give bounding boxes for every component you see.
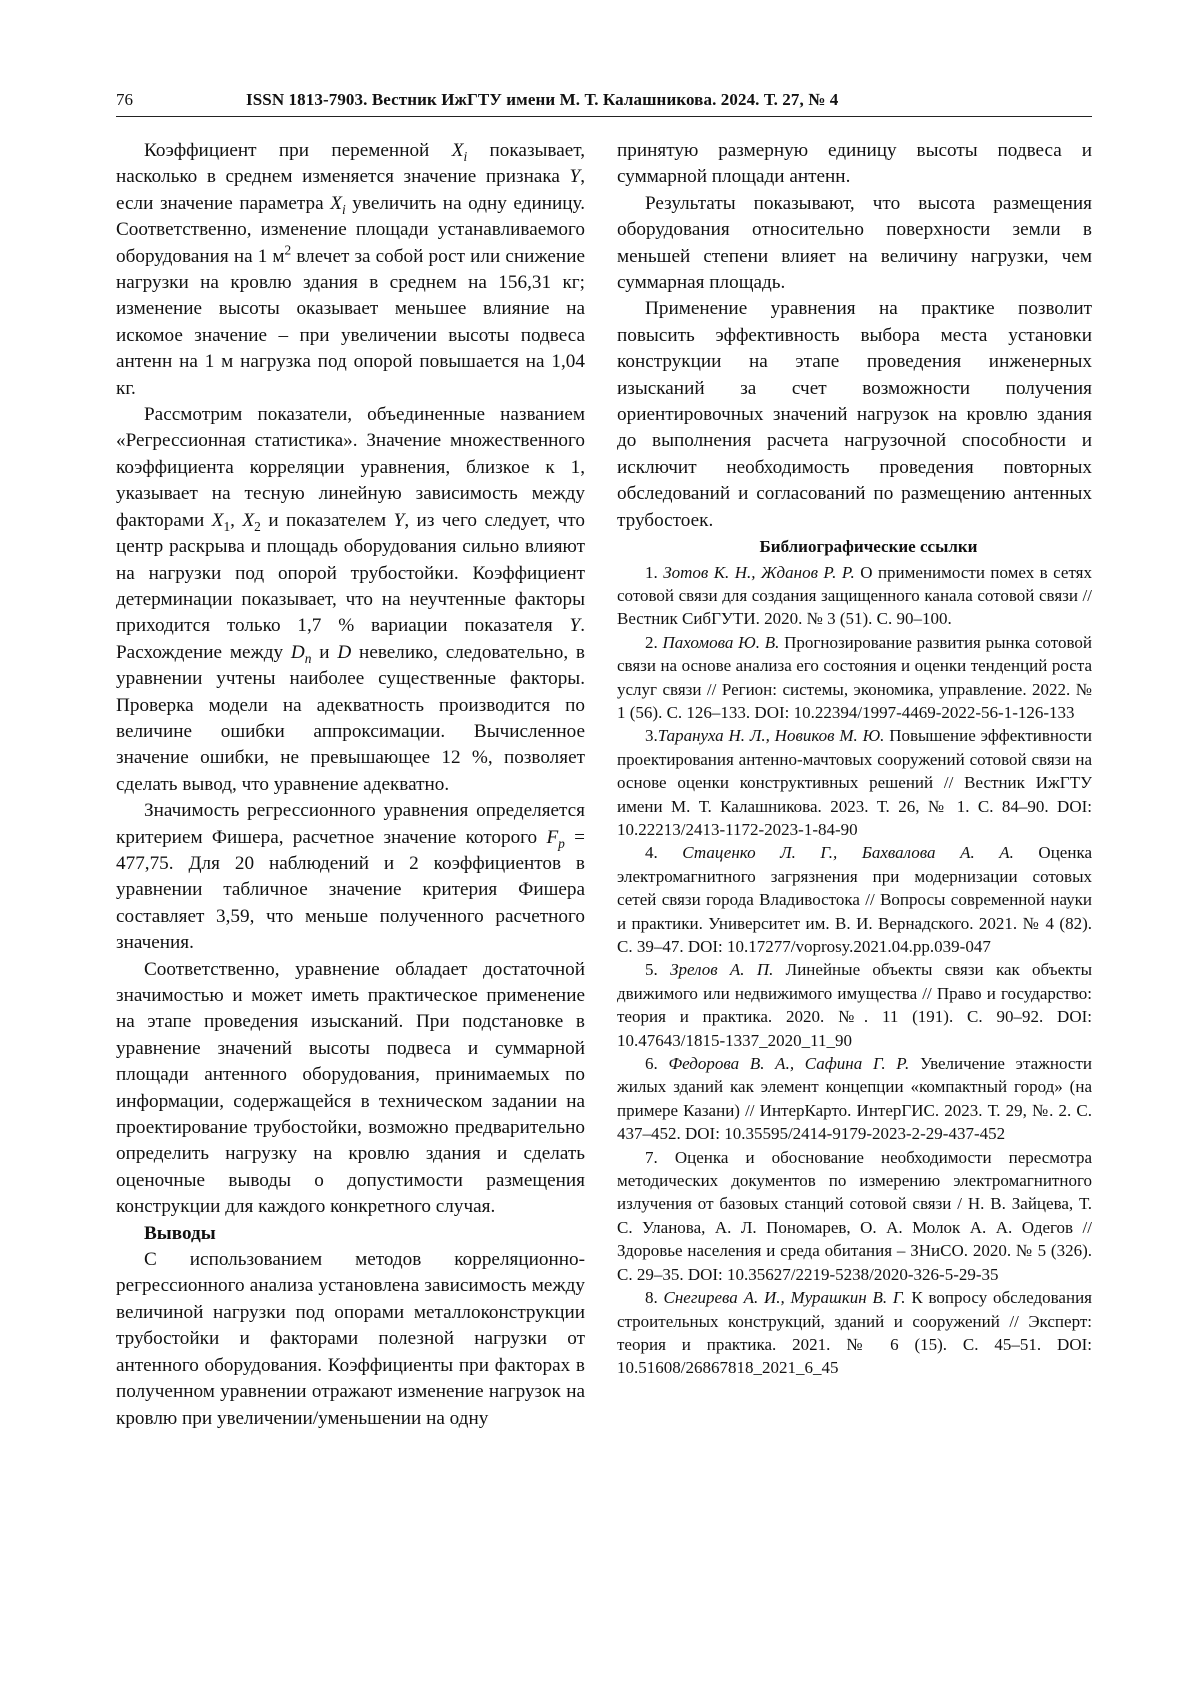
references-heading: Библиографические ссылки <box>759 537 978 557</box>
reference-item: 5. Зрелов А. П. Линейные объекты связи как объекты движимого или недвижимого имущества // Право и государство: теория и практика. 2020. №. 11 (191). С. 90–92. DOI: 10.47643/1815-1337_2020_11_90 <box>617 960 1093 1050</box>
paragraph-results: Результаты показывают, что высота размещения оборудования относительно поверхности земли в меньшей степени влияет на величину нагрузки, чем суммарная площадь. <box>617 192 1092 294</box>
paragraph-coefficient-interpretation: Коэффициент при переменной $X_i$ показывает, насколько в среднем изменяется значение признака Y, если значение параметра $X_i$ увеличить на одну единицу. Соответственно, изменение площади устанавливаемого оборудования на 1 $м^2$ влечет за собой рост или снижение нагрузки на кровлю здания в среднем на 156,31 кг; изменение высоты оказывает меньшее влияние на искомое значение – при увеличении высоты подвеса антенн на 1 м нагрузка под опорой повышается на 1,04 кг. <box>116 140 585 399</box>
reference-item: 6. Федорова В. А., Сафина Г. Р. Увеличение этажности жилых зданий как элемент концепции «компактный город» (на примере Казани) // ИнтерКарто. ИнтерГИС. 2023. Т. 29, №. 2. С. 437–452. DOI: 10.35595/2414-9179-2023-2-29-437-452 <box>617 1054 1093 1144</box>
paragraph-fisher-criterion: Значимость регрессионного уравнения определяется критерием Фишера, расчетное значение которого $F_p = 477,75$. Для 20 наблюдений и 2 коэффициентов в уравнении табличное значение критерия Фишера составляет 3,59, что меньше полученного расчетного значения. <box>116 800 585 954</box>
paragraph-conclusions: С использованием методов корреляционно-регрессионного анализа установлена зависимость между величиной нагрузки под опорами металлоконструкции трубостойки и факторами полезной нагрузки от антенного оборудования. Коэффициенты при факторах в полученном уравнении отражают изменение нагрузок на кровлю при увеличении/уменьшении на одну <box>116 1249 585 1429</box>
reference-item: 4. Стаценко Л. Г., Бахвалова А. А. Оценка электромагнитного загрязнения при модернизации сотовых сетей связи города Владивостока // Вопросы современной науки и практики. Университет им. В. И. Вернадского. 2021. № 4 (82). С. 39–47. DOI: 10.17277/voprosy.2021.04.pp.039-047 <box>617 843 1092 956</box>
left-column <box>116 138 585 1432</box>
paragraph-equation-benefit: Применение уравнения на практике позволит повысить эффективность выбора места установки конструкции на этапе проведения инженерных изысканий за счет возможности получения ориентировочных значений нагрузок на кровлю здания до выполнения расчета нагрузочной способности и исключит необходимость проведения повторных обследований и согласований по размещению антенных трубостоек. <box>617 298 1092 531</box>
paragraph-practical-application: Соответственно, уравнение обладает достаточной значимостью и может иметь практическое применение на этапе проведения изысканий. При подстановке в уравнение значений высоты подвеса и суммарной площади антенного оборудования, принимаемых по информации, содержащейся в техническом задании на проектирование трубостойки, возможно предварительно определить нагрузку на кровлю здания и сделать оценочные выводы о допустимости размещения конструкции для каждого конкретного случая. <box>116 958 585 1218</box>
paragraph-regression-statistics: Рассмотрим показатели, объединенные названием «Регрессионная статистика». Значение множественного коэффициента корреляции уравнения, близкое к 1, указывает на тесную линейную зависимость между факторами $X_1$, $X_2$ и показателем Y, из чего следует, что центр раскрыва и площадь оборудования сильно влияют на нагрузки под опорой трубостойки. Коэффициент детерминации показывает, что на неучтенные факторы приходится только 1,7 % вариации показателя Y. Расхождение между $D_n$ и D невелико, следовательно, в уравнении учтены наиболее существенные факторы. Проверка модели на адекватность производится по величине ошибки аппроксимации. Вычисленное значение ошибки, не превышающее 12 %, позволяет сделать вывод, что уравнение адекватно. <box>116 404 585 795</box>
reference-item: 7. Оценка и обоснование необходимости пересмотра методических документов по измерению электромагнитного излучения от базовых станций сотовой связи / Н. В. Зайцева, Т. С. Уланова, А. Л. Пономарев, О. А. Молок А. А. Одегов // Здоровье населения и среда обитания – ЗНиСО. 2020. № 5 (326). С. 29–35. DOI: 10.35627/2219-5238/2020-326-5-29-35 <box>617 1147 1092 1284</box>
page-number: 76 <box>116 90 133 109</box>
reference-item: 3.Тарануха Н. Л., Новиков М. Ю. Повышение эффективности проектирования антенно-мачтовых сооружений сотовой связи на основе оценки конструктивных решений // Вестник ИжГТУ имени М. Т. Калашникова. 2023. Т. 26, № 1. С. 84–90. DOI: 10.22213/2413-1172-2023-1-84-90 <box>617 726 1092 839</box>
conclusions-heading: Выводы <box>144 1222 216 1244</box>
reference-list <box>617 561 1092 1380</box>
right-column <box>617 138 1092 1380</box>
reference-item: 2. Пахомова Ю. В. Прогнозирование развития рынка сотовой связи на основе анализа его состояния и оценки тенденций роста услуг связи // Регион: системы, экономика, управление. 2022. № 1 (56). С. 126–133. DOI: 10.22394/1997-4469-2022-56-1-126-133 <box>617 632 1092 722</box>
running-header <box>116 90 1092 117</box>
reference-item: 8. Снегирева А. И., Мурашкин В. Г. К вопросу обследования строительных конструкций, зданий и сооружений // Эксперт: теория и практика. 2021. № 6 (15). С. 45–51. DOI: 10.51608/26867818_2021_6_45 <box>617 1288 1092 1378</box>
paragraph-continuation: принятую размерную единицу высоты подвеса и суммарной площади антенн. <box>617 140 1092 188</box>
journal-citation-line: ISSN 1813-7903. Вестник ИжГТУ имени М. Т. Калашникова. 2024. Т. 27, № 4 <box>246 90 839 109</box>
reference-item: 1. Зотов К. Н., Жданов Р. Р. О применимости помех в сетях сотовой связи для создания защищенного канала сотовой связи // Вестник СибГУТИ. 2020. № 3 (51). С. 90–100. <box>617 562 1092 629</box>
